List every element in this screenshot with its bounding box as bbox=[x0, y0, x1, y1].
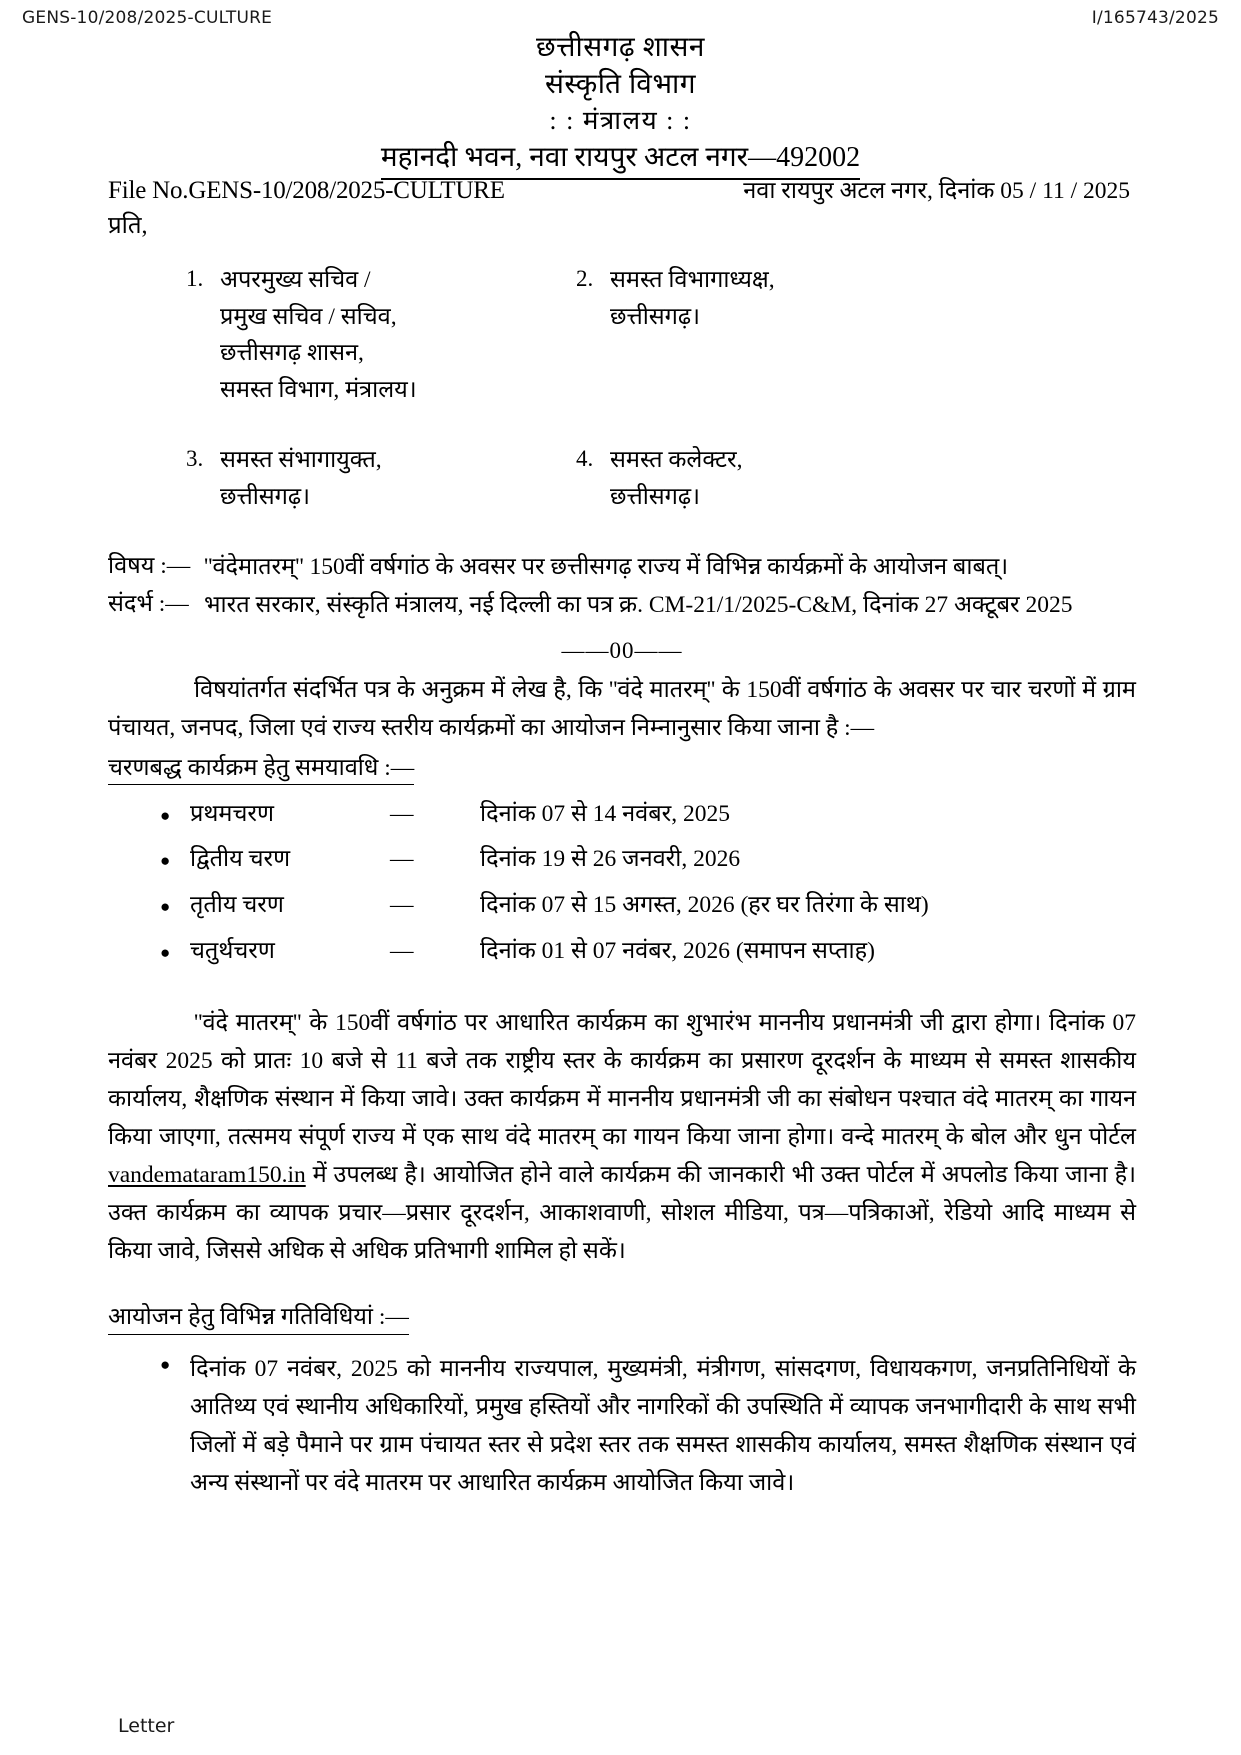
addressee-list bbox=[186, 262, 1136, 515]
phase-name: प्रथमचरण bbox=[190, 800, 274, 827]
phase-name: द्वितीय चरण bbox=[190, 846, 291, 873]
addressee-number: 3. bbox=[186, 446, 204, 472]
main-paragraph bbox=[108, 1004, 1136, 1270]
place-and-date: नवा रायपुर अटल नगर, दिनांक 05 / 11 / 2025 bbox=[743, 178, 1130, 204]
phase-heading-wrap bbox=[108, 751, 1136, 787]
addressee-line: समस्त संभागायुक्त, bbox=[220, 447, 382, 474]
addressee-line: अपरमुख्य सचिव / bbox=[220, 267, 371, 294]
addressee-item-3 bbox=[186, 442, 576, 515]
addressee-line: प्रमुख सचिव / सचिव, bbox=[220, 303, 397, 330]
phase-dates: दिनांक 07 से 15 अगस्त, 2026 (हर घर तिरंगा के साथ) bbox=[480, 892, 929, 919]
addressee-number: 4. bbox=[576, 446, 594, 472]
masthead-government: छत्तीसगढ़ शासन bbox=[536, 32, 705, 63]
addressee-line: समस्त विभागाध्यक्ष, bbox=[610, 267, 775, 294]
letter-content bbox=[108, 172, 1136, 1502]
phase-dash: — bbox=[390, 937, 414, 964]
bullet-icon: ● bbox=[160, 897, 171, 917]
reference-text: भारत सरकार, संस्कृति मंत्रालय, नई दिल्ली का पत्र क्र. CM-21/1/2025-C&M, दिनांक 27 अक्टूबर 2025 bbox=[204, 592, 1073, 619]
addressee-lines bbox=[610, 262, 775, 335]
phase-dates: दिनांक 19 से 26 जनवरी, 2026 bbox=[480, 846, 741, 873]
header-file-id: GENS-10/208/2025-CULTURE bbox=[22, 8, 273, 28]
activities-heading: आयोजन हेतु विभिन्न गतिविधियां :— bbox=[108, 1302, 409, 1335]
list-item bbox=[160, 1350, 1136, 1502]
addressee-line: छत्तीसगढ़। bbox=[610, 303, 701, 330]
bullet-icon: ● bbox=[160, 851, 171, 871]
subject-reference-block bbox=[108, 549, 1136, 624]
file-and-date-line bbox=[108, 172, 1136, 210]
intro-paragraph: विषयांतर्गत संदर्भित पत्र के अनुक्रम में लेख है, कि ''वंदे मातरम्'' के 150वीं वर्षगांठ के अवसर पर चार चरणों में ग्राम पंचायत, जनपद, जिला एवं राज्य स्तरीय कार्यक्रमों का आयोजन निम्नानुसार किया जाना है :— bbox=[108, 676, 1136, 741]
phase-dash: — bbox=[390, 892, 414, 919]
phase-dates: दिनांक 07 से 14 नवंबर, 2025 bbox=[480, 800, 731, 827]
addressee-item-4 bbox=[576, 442, 976, 515]
subject-text: ''वंदेमातरम्'' 150वीं वर्षगांठ के अवसर पर छत्तीसगढ़ राज्य में विभिन्न कार्यक्रमों के आयोजन बाबत्। bbox=[204, 554, 1009, 580]
bullet-icon: ● bbox=[160, 1354, 171, 1374]
addressee-line: छत्तीसगढ़। bbox=[220, 483, 311, 510]
addressee-lines bbox=[220, 262, 417, 408]
bullet-icon: ● bbox=[160, 942, 171, 962]
addressee-line: छत्तीसगढ़। bbox=[610, 483, 701, 510]
activity-text: दिनांक 07 नवंबर, 2025 को माननीय राज्यपाल, मुख्यमंत्री, मंत्रीगण, सांसदगण, विधायकगण, जनप्रतिनिधियों के आतिथ्य एवं स्थानीय अधिकारियों, प्रमुख हस्तियों और नागरिकों की उपस्थिति में व्यापक जनभागीदारी के साथ सभी जिलों में बड़े पैमाने पर ग्राम पंचायत स्तर से प्रदेश स्तर तक समस्त शासकीय कार्यालय, समस्त शैक्षणिक संस्थान एवं अन्य संस्थानों पर वंदे मातरम पर आधारित कार्यक्रम आयोजित किया जावे। bbox=[190, 1355, 1136, 1496]
main-paragraph-part1: ''वंदे मातरम्'' के 150वीं वर्षगांठ पर आधारित कार्यक्रम का शुभारंभ माननीय प्रधानमंत्री जी द्वारा होगा। दिनांक 07 नवंबर 2025 को प्रातः 10 बजे से 11 बजे तक राष्ट्रीय स्तर के कार्यक्रम का प्रसारण दूरदर्शन के माध्यम से समस्त शासकीय कार्यालय, शैक्षणिक संस्थान में किया जावे। उक्त कार्यक्रम में माननीय प्रधानमंत्री जी का संबोधन पश्चात वंदे मातरम् का गायन किया जाएगा, तत्समय संपूर्ण राज्य में एक साथ वंदे मातरम् का गायन किया जाना होगा। वन्दे मातरम् के बोल और धुन पोर्टल bbox=[108, 1009, 1136, 1150]
addressee-number: 1. bbox=[186, 266, 204, 292]
masthead-address: महानदी भवन, नवा रायपुर अटल नगर—492002 bbox=[381, 140, 860, 180]
main-paragraph-part2: में उपलब्ध है। आयोजित होने वाले कार्यक्रम की जानकारी भी उक्त पोर्टल में अपलोड किया जाना है। उक्त कार्यक्रम का व्यापक प्रचार—प्रसार दूरदर्शन, आकाशवाणी, सोशल मीडिया, पत्र—पत्रिकाओं, रेडियो आदि माध्यम से किया जावे, जिससे अधिक से अधिक प्रतिभागी शामिल हो सकें। bbox=[108, 1161, 1136, 1264]
section-separator: ——00—— bbox=[561, 637, 683, 663]
phase-name: चतुर्थचरण bbox=[190, 937, 275, 964]
phase-dash: — bbox=[390, 800, 414, 827]
phase-list bbox=[108, 797, 1136, 970]
reference-row bbox=[108, 587, 1136, 623]
addressee-line: छत्तीसगढ़ शासन, bbox=[220, 340, 364, 367]
phase-name: तृतीय चरण bbox=[190, 892, 284, 919]
bullet-icon: ● bbox=[160, 805, 171, 825]
phase-dash: — bbox=[390, 846, 414, 873]
addressee-item-2 bbox=[576, 262, 976, 408]
vandemataram-portal-link[interactable]: vandemataram150.in bbox=[108, 1161, 306, 1188]
addressee-lines bbox=[220, 442, 382, 515]
list-item bbox=[160, 842, 1136, 878]
addressee-row bbox=[186, 442, 1136, 515]
addressee-item-1 bbox=[186, 262, 576, 408]
header-receipt-id: I/165743/2025 bbox=[1091, 8, 1219, 28]
reference-label: संदर्भ :— bbox=[108, 591, 189, 618]
activities-heading-wrap bbox=[108, 1300, 1136, 1336]
addressee-row bbox=[186, 262, 1136, 408]
masthead-department: संस्कृति विभाग bbox=[544, 68, 697, 100]
subject-row bbox=[108, 549, 1136, 585]
masthead bbox=[0, 30, 1241, 180]
list-item bbox=[160, 797, 1136, 833]
phase-schedule-heading: चरणबद्ध कार्यक्रम हेतु समयावधि :— bbox=[108, 753, 414, 786]
salutation: प्रति, bbox=[108, 213, 148, 239]
phase-dates: दिनांक 01 से 07 नवंबर, 2026 (समापन सप्ताह) bbox=[480, 937, 875, 964]
addressee-line: समस्त विभाग, मंत्रालय। bbox=[220, 376, 417, 403]
addressee-lines bbox=[610, 442, 742, 515]
activity-list bbox=[108, 1350, 1136, 1502]
addressee-line: समस्त कलेक्टर, bbox=[610, 447, 743, 474]
addressee-number: 2. bbox=[576, 266, 594, 292]
document-header bbox=[22, 8, 1219, 28]
list-item bbox=[160, 934, 1136, 970]
file-number: File No.GENS-10/208/2025-CULTURE bbox=[108, 177, 505, 204]
subject-label: विषय :— bbox=[108, 553, 191, 579]
list-item bbox=[160, 888, 1136, 924]
masthead-ministry: : : मंत्रालय : : bbox=[549, 105, 692, 135]
page-footer-label: Letter bbox=[118, 1715, 175, 1737]
